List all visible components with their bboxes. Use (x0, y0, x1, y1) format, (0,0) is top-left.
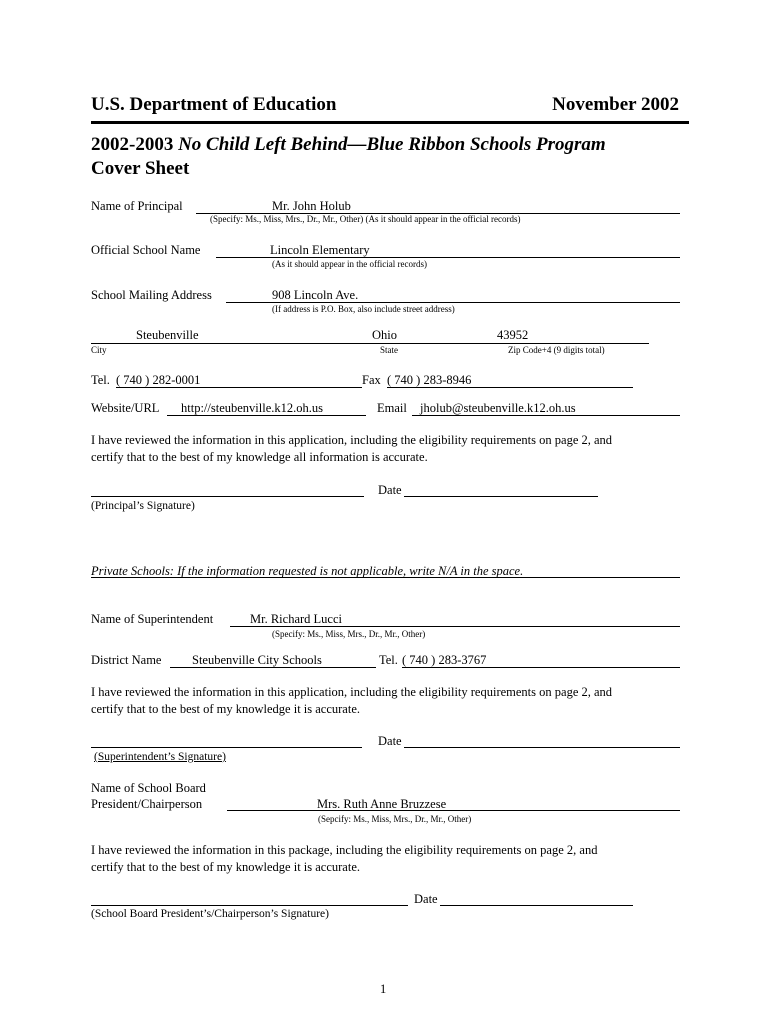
address-hint: (If address is P.O. Box, also include street address) (272, 304, 455, 314)
fax-label: Fax (362, 373, 381, 387)
page-title (91, 134, 606, 156)
state-field[interactable]: Ohio (372, 328, 397, 342)
board-label-1: Name of School Board (91, 781, 206, 795)
principal-date-line[interactable] (404, 496, 598, 497)
district-field[interactable]: Steubenville City Schools (192, 653, 322, 667)
principal-hint: (Specify: Ms., Miss, Mrs., Dr., Mr., Other) (As it should appear in the official records) (210, 214, 521, 224)
header-rule (91, 121, 689, 124)
board-date-line[interactable] (440, 905, 633, 906)
fax-field[interactable]: ( 740 ) 283-8946 (387, 373, 472, 387)
board-cert-text-1: I have reviewed the information in this package, including the eligibility requirements on page 2, and (91, 843, 598, 857)
principal-label: Name of Principal (91, 199, 183, 213)
principal-name-field[interactable]: Mr. John Holub (272, 199, 351, 213)
page-number: 1 (380, 982, 387, 996)
address-label: School Mailing Address (91, 288, 212, 302)
superintendent-hint: (Specify: Ms., Miss, Mrs., Dr., Mr., Other) (272, 629, 426, 639)
principal-signature-label: (Principal’s Signature) (91, 500, 195, 512)
board-date-label: Date (414, 892, 438, 906)
header-date: November 2002 (552, 94, 679, 115)
board-label-2: President/Chairperson (91, 797, 203, 811)
title-cover-sheet: Cover Sheet (91, 158, 190, 179)
super-cert-text-2: certify that to the best of my knowledge it is accurate. (91, 702, 361, 716)
title-program: No Child Left Behind—Blue Ribbon Schools Program (178, 134, 606, 155)
agency-name: U.S. Department of Education (91, 94, 337, 115)
private-note-line (91, 577, 680, 578)
principal-date-label: Date (378, 483, 402, 497)
tel-field[interactable]: ( 740 ) 282-0001 (116, 373, 201, 387)
superintendent-field[interactable]: Mr. Richard Lucci (250, 612, 342, 626)
school-name-hint: (As it should appear in the official records) (272, 259, 428, 269)
super-date-label: Date (378, 734, 402, 748)
board-cert-text-2: certify that to the best of my knowledge it is accurate. (91, 860, 361, 874)
private-schools-note: Private Schools: If the information requested is not applicable, write N/A in the space. (91, 564, 524, 578)
district-label: District Name (91, 653, 162, 667)
principal-cert-text-1: I have reviewed the information in this application, including the eligibility requirements on page 2, and (91, 433, 613, 447)
super-cert-text-1: I have reviewed the information in this application, including the eligibility requirements on page 2, and (91, 685, 613, 699)
location-line (91, 343, 649, 344)
zip-field[interactable]: 43952 (497, 328, 529, 342)
address-field[interactable]: 908 Lincoln Ave. (272, 288, 359, 302)
email-label: Email (377, 401, 407, 415)
principal-cert-text-2: certify that to the best of my knowledge all information is accurate. (91, 450, 428, 464)
email-field[interactable]: jholub@steubenville.k12.oh.us (420, 401, 576, 415)
board-hint: (Sepcify: Ms., Miss, Mrs., Dr., Mr., Other) (318, 814, 472, 824)
website-label: Website/URL (91, 401, 160, 415)
city-field[interactable]: Steubenville (136, 328, 199, 342)
superintendent-label: Name of Superintendent (91, 612, 214, 626)
superintendent-signature-line[interactable] (91, 747, 362, 748)
zip-label: Zip Code+4 (9 digits total) (508, 345, 605, 355)
school-name-label: Official School Name (91, 243, 201, 257)
super-date-line[interactable] (404, 747, 680, 748)
city-label: City (91, 345, 107, 355)
principal-signature-line[interactable] (91, 496, 364, 497)
school-name-field[interactable]: Lincoln Elementary (270, 243, 370, 257)
state-label: State (380, 345, 398, 355)
district-tel-field[interactable]: ( 740 ) 283-3767 (402, 653, 487, 667)
board-line (227, 810, 680, 811)
website-field[interactable]: http://steubenville.k12.oh.us (181, 401, 324, 415)
board-signature-label: (School Board President’s/Chairperson’s Signature) (91, 908, 329, 920)
title-year: 2002-2003 (91, 134, 174, 155)
board-signature-line[interactable] (91, 905, 408, 906)
superintendent-signature-label: (Superintendent’s Signature) (94, 751, 226, 763)
board-president-field[interactable]: Mrs. Ruth Anne Bruzzese (317, 797, 447, 811)
tel-label: Tel. (91, 373, 110, 387)
district-tel-label: Tel. (379, 653, 398, 667)
